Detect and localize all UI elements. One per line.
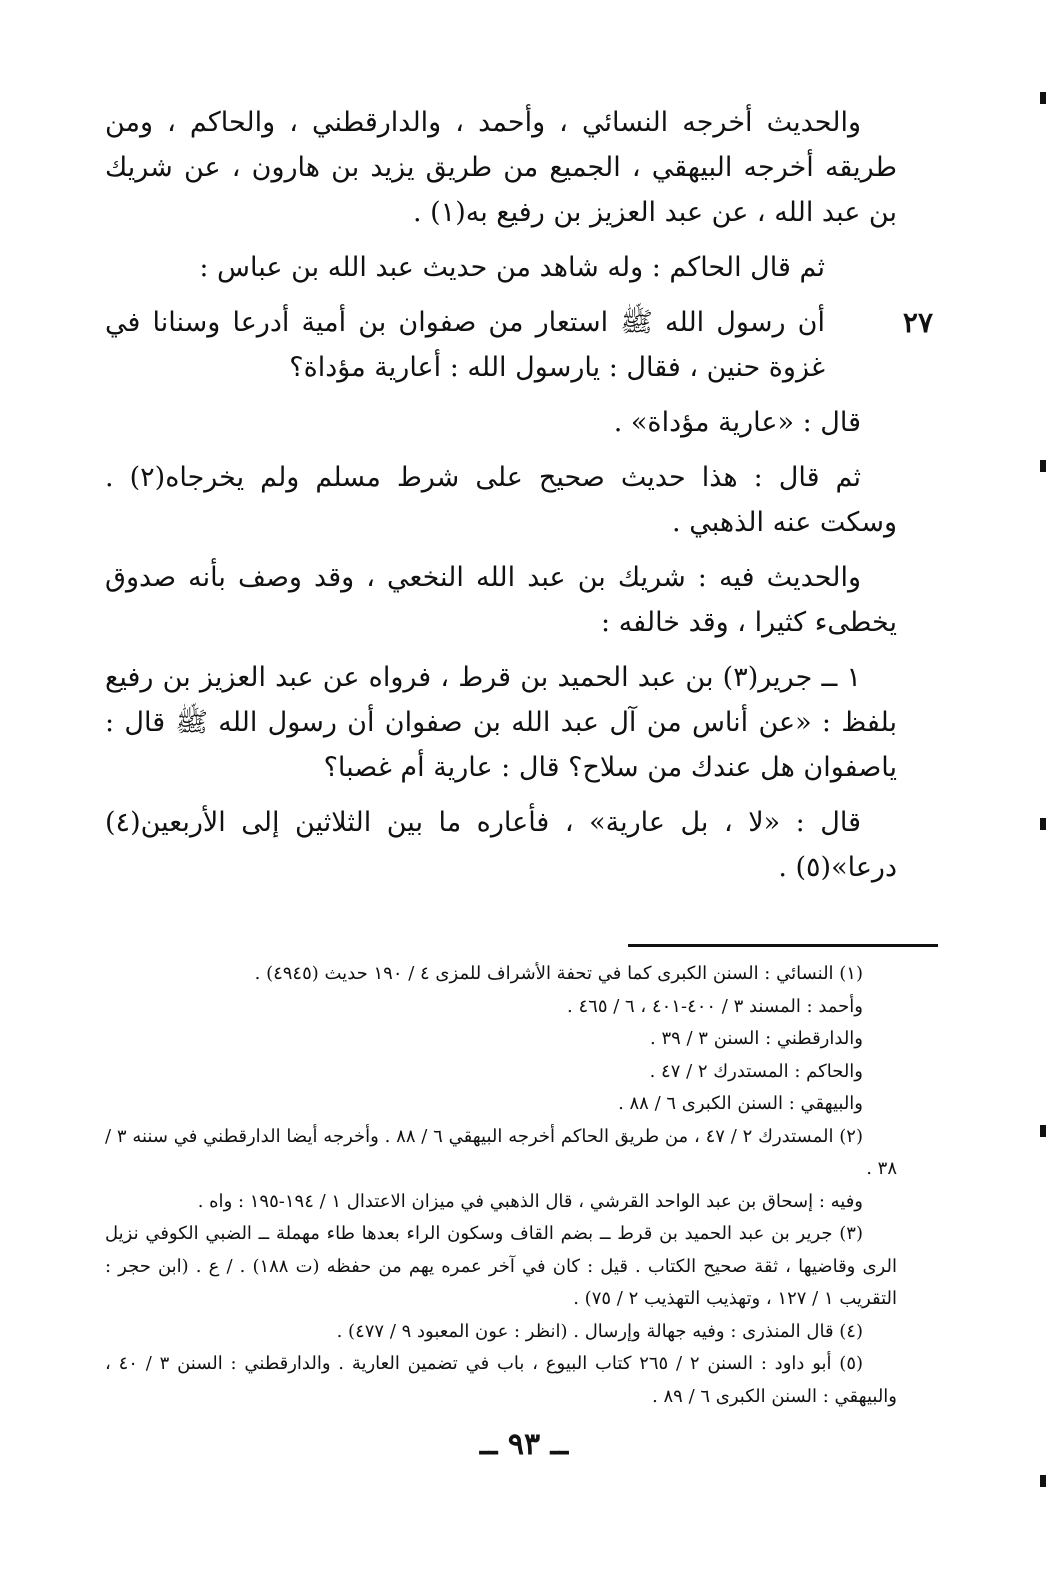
hadith-number: ٢٧ bbox=[902, 306, 933, 339]
footnotes bbox=[105, 958, 897, 1413]
footnote-2: (٢) المستدرك ٢ / ٤٧ ، من طريق الحاكم أخرجه البيهقي ٦ / ٨٨ . وأخرجه أيضا الدارقطني في سننه ٣ / ٣٨ . bbox=[105, 1125, 897, 1179]
page-number: ــ ٩٣ ــ bbox=[479, 1427, 569, 1462]
footnote-divider bbox=[628, 944, 938, 947]
footnote-5: (٥) أبو داود : السنن ٢ / ٢٦٥ كتاب البيوع ، باب في تضمين العارية . والدارقطني : السنن ٣ / ٤٠ ، والبيهقي : السنن الكبرى ٦ / ٨٩ . bbox=[105, 1353, 897, 1407]
footnote-3: (٣) جرير بن عبد الحميد بن قرط ــ بضم القاف وسكون الراء بعدها طاء مهملة ــ الضبي الكوفي نزيل الرى وقاضيها ، ثقة صحيح الكتاب . قيل : كان في آخر عمره يهم من حفظه (ت ١٨٨) . / ع . (ابن حجر : التقريب ١ / ١٢٧ ، وتهذيب التهذيب ٢ / ٧٥) . bbox=[105, 1223, 897, 1309]
paragraph-6: قال : «لا ، بل عارية» ، فأعاره ما بين الثلاثين إلى الأربعين(٤) درعا»(٥) . bbox=[105, 807, 897, 883]
scan-edge-mark bbox=[1040, 818, 1046, 830]
footnote-1: (١) النسائي : السنن الكبرى كما في تحفة الأشراف للمزى ٤ / ١٩٠ حديث (٤٩٤٥) . bbox=[254, 963, 863, 984]
hadith-block bbox=[105, 300, 933, 390]
paragraph-1: والحديث أخرجه النسائي ، وأحمد ، والدارقطني ، والحاكم ، ومن طريقه أخرجه البيهقي ، الجميع من طريق يزيد بن هارون ، عن شريك بن عبد الله ، عن عبد العزيز بن رفيع به(١) . bbox=[105, 107, 897, 228]
paragraph-2: ثم قال الحاكم : وله شاهد من حديث عبد الله بن عباس : bbox=[199, 252, 825, 283]
footnote-1-line-5: والبيهقي : السنن الكبرى ٦ / ٨٨ . bbox=[618, 1093, 863, 1114]
footnote-1-line-4: والحاكم : المستدرك ٢ / ٤٧ . bbox=[649, 1060, 863, 1082]
paragraph-3: ثم قال : هذا حديث صحيح على شرط مسلم ولم يخرجاه(٢) . وسكت عنه الذهبي . bbox=[105, 462, 897, 538]
main-text bbox=[105, 100, 933, 900]
scan-edge-mark bbox=[1040, 1475, 1046, 1487]
paragraph-4: والحديث فيه : شريك بن عبد الله النخعي ، وقد وصف بأنه صدوق يخطىء كثيرا ، وقد خالفه : bbox=[105, 562, 897, 638]
footnote-2-line-2: وفيه : إسحاق بن عبد الواحد القرشي ، قال الذهبي في ميزان الاعتدال ١ / ١٩٤-١٩٥ : واه . bbox=[197, 1190, 863, 1212]
hadith-reply: قال : «عارية مؤداة» . bbox=[613, 407, 861, 438]
hadith-text: أن رسول الله ﷺ استعار من صفوان بن أمية أدرعا وسنانا في غزوة حنين ، فقال : يارسول الله : أعارية مؤداة؟ bbox=[105, 307, 825, 383]
scan-edge-mark bbox=[1040, 1125, 1046, 1137]
scan-edge-mark bbox=[1040, 460, 1046, 472]
footnote-1-line-3: والدارقطني : السنن ٣ / ٣٩ . bbox=[649, 1028, 863, 1049]
scan-edge-mark bbox=[1040, 92, 1046, 104]
footnote-1-line-2: وأحمد : المسند ٣ / ٤٠٠-٤٠١ ، ٦ / ٤٦٥ . bbox=[567, 995, 863, 1017]
paragraph-5: ١ ــ جرير(٣) بن عبد الحميد بن قرط ، فرواه عن عبد العزيز بن رفيع بلفظ : «عن أناس من آل عبد الله بن صفوان أن رسول الله ﷺ قال : ياصفوان هل عندك من سلاح؟ قال : عارية أم غصبا؟ bbox=[105, 662, 897, 783]
footnote-4: (٤) قال المنذرى : وفيه جهالة وإرسال . (انظر : عون المعبود ٩ / ٤٧٧) . bbox=[336, 1320, 863, 1342]
